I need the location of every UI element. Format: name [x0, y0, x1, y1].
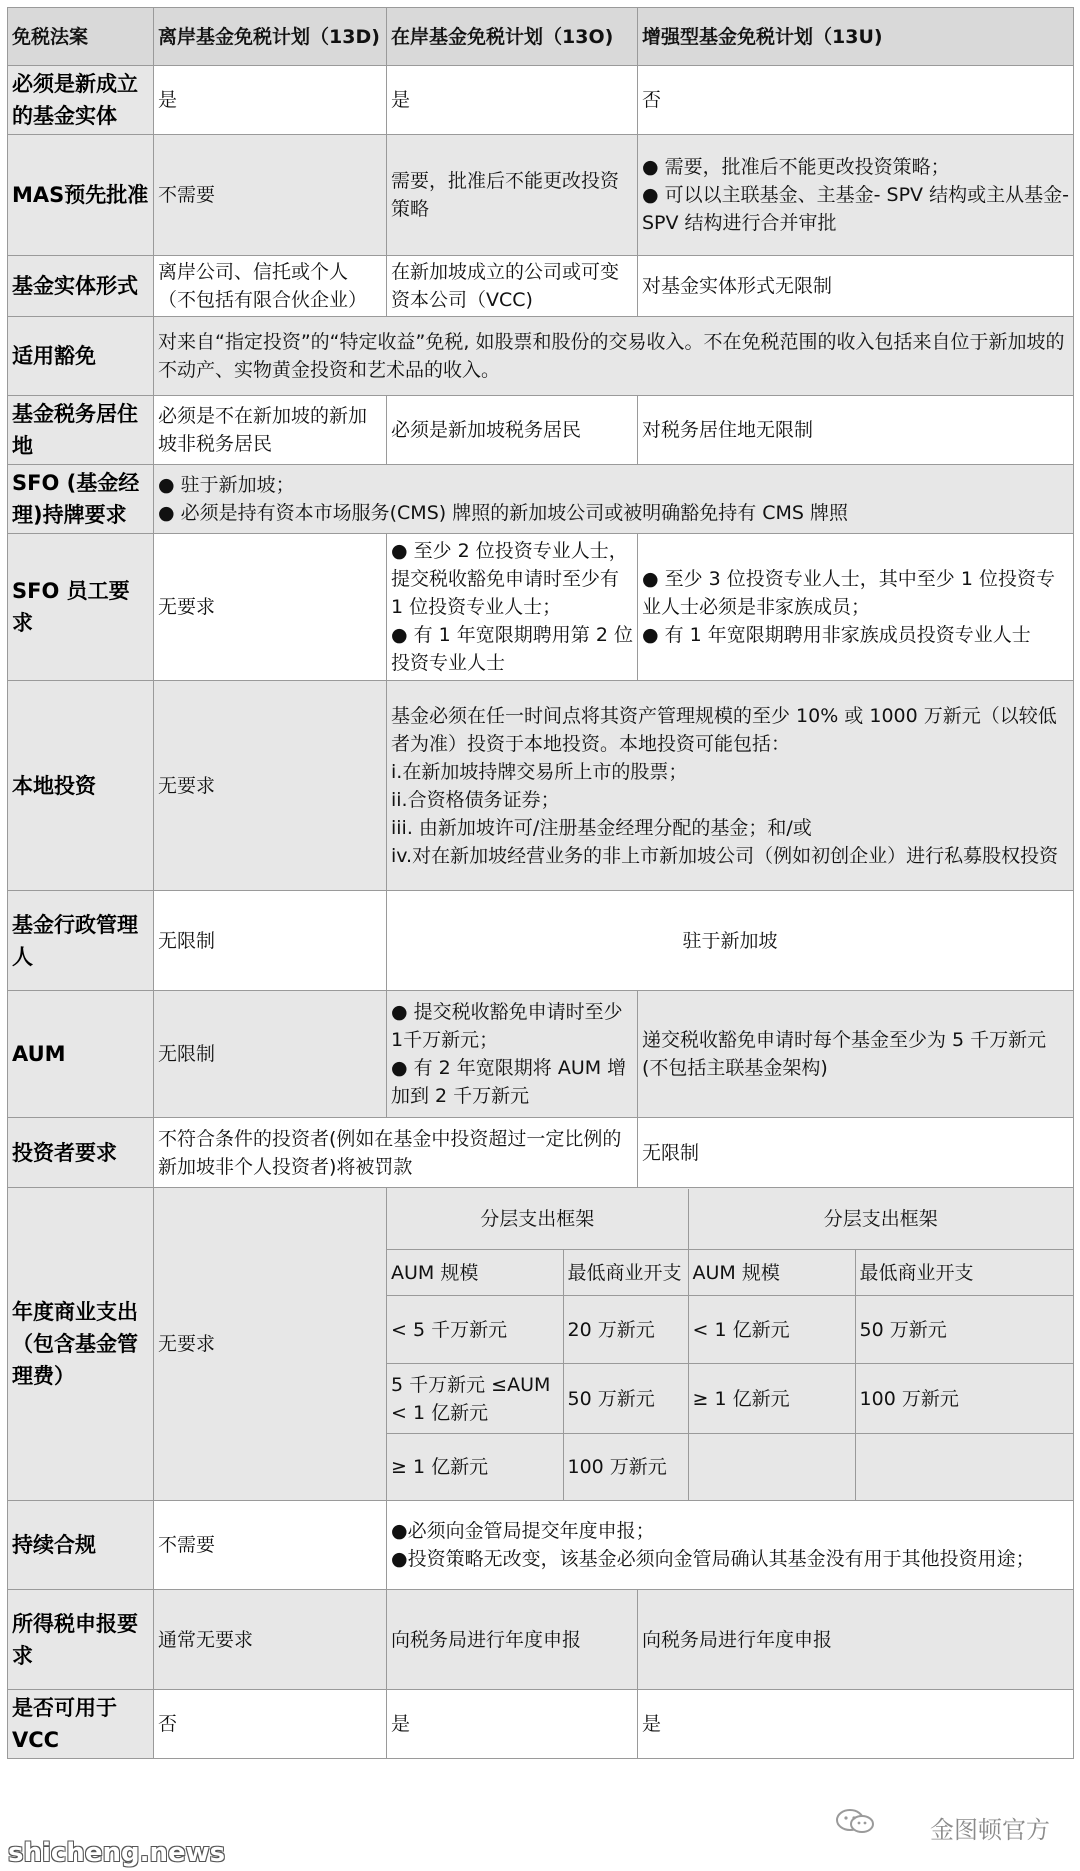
row-label: 年度商业支出（包含基金管理费） [8, 1188, 154, 1501]
cell [387, 681, 1074, 891]
col-header: 最低商业开支 [563, 1250, 688, 1296]
table-row [8, 1188, 1074, 1501]
bullet-line: ● 必须是持有资本市场服务(CMS) 牌照的新加坡公司或被明确豁免持有 CMS 牌照 [158, 502, 849, 524]
watermark-text: 金图顿官方 [930, 1816, 1050, 1844]
cell: 不需要 [154, 1501, 387, 1590]
table-row [8, 135, 1074, 256]
bullet-line: ● 至少 2 位投资专业人士，提交税收豁免申请时至少有 1 位投资专业人士； [391, 540, 628, 618]
cell [154, 465, 1074, 534]
tier-title: 分层支出框架 [688, 1189, 1073, 1250]
text-line: 基金必须在任一时间点将其资产管理规模的至少 10% 或 1000 万新元（以较低者为准）投资于本地投资。本地投资可能包括： [391, 704, 1057, 755]
row-label: 是否可用于VCC [8, 1690, 154, 1759]
text-line: i.在新加坡持牌交易所上市的股票； [391, 760, 688, 783]
cell: 向税务局进行年度申报 [387, 1590, 638, 1690]
cell [387, 1501, 1074, 1590]
header-cell: 离岸基金免税计划（13D) [154, 8, 387, 66]
row-label: 持续合规 [8, 1501, 154, 1590]
cell: 必须是新加坡税务居民 [387, 396, 638, 465]
cell [638, 135, 1074, 256]
tiered-spending-cell [387, 1188, 1074, 1501]
cell: 无限制 [154, 991, 387, 1118]
cell: 离岸公司、信托或个人（不包括有限合伙企业） [154, 256, 387, 317]
cell: 无要求 [154, 534, 387, 681]
row-label: 基金税务居住地 [8, 396, 154, 465]
bullet-line: ● 有 2 年宽限期将 AUM 增加到 2 千万新元 [391, 1057, 627, 1107]
tier-cell: 50 万新元 [563, 1364, 688, 1434]
row-label: 投资者要求 [8, 1118, 154, 1188]
header-cell: 在岸基金免税计划（13O) [387, 8, 638, 66]
text-line: ii.合资格债务证券； [391, 788, 560, 811]
site-watermark: shicheng.news [8, 1838, 226, 1868]
header-cell: 免税法案 [8, 8, 154, 66]
tier-title-row [387, 1189, 1073, 1250]
cell [387, 534, 638, 681]
cell: 需要，批准后不能更改投资策略 [387, 135, 638, 256]
row-label: 所得税申报要求 [8, 1590, 154, 1690]
cell: 驻于新加坡 [387, 891, 1074, 991]
cell: 是 [638, 1690, 1074, 1759]
cell: 是 [387, 1690, 638, 1759]
bullet-line: ● 至少 3 位投资专业人士，其中至少 1 位投资专业人士必须是非家族成员； [642, 568, 1055, 618]
cell [387, 991, 638, 1118]
tier-cell: < 5 千万新元 [387, 1296, 563, 1364]
table-row [8, 396, 1074, 465]
cell: 无要求 [154, 681, 387, 891]
cell: 对来自“指定投资”的“特定收益”免税, 如股票和股份的交易收入。不在免税范围的收入包括来自位于新加坡的不动产、实物黄金投资和艺术品的收入。 [154, 317, 1074, 396]
row-label: MAS预先批准 [8, 135, 154, 256]
col-header: 最低商业开支 [855, 1250, 1073, 1296]
row-label: 基金行政管理人 [8, 891, 154, 991]
tier-cell: 50 万新元 [855, 1296, 1073, 1364]
tier-row [387, 1296, 1073, 1364]
tier-cell: ≥ 1 亿新元 [387, 1434, 563, 1500]
tier-cell: 100 万新元 [855, 1364, 1073, 1434]
tier-header-row [387, 1250, 1073, 1296]
cell [638, 534, 1074, 681]
table-row [8, 891, 1074, 991]
table-row [8, 1501, 1074, 1590]
col-header: AUM 规模 [688, 1250, 855, 1296]
tiered-spending-table [387, 1189, 1073, 1500]
table-row [8, 534, 1074, 681]
cell: 无限制 [154, 891, 387, 991]
bullet-line: ●投资策略无改变，该基金必须向金管局确认其基金没有用于其他投资用途； [391, 1548, 1035, 1570]
text-line: iii. 由新加坡许可/注册基金经理分配的基金；和/或 [391, 816, 812, 839]
tier-title: 分层支出框架 [387, 1189, 688, 1250]
bullet-line: ● 需要，批准后不能更改投资策略； [642, 156, 950, 178]
text-line: iv.对在新加坡经营业务的非上市新加坡公司（例如初创企业）进行私募股权投资 [391, 844, 1059, 867]
cell: 递交税收豁免申请时每个基金至少为 5 千万新元(不包括主联基金架构) [638, 991, 1074, 1118]
table-row [8, 256, 1074, 317]
cell: 通常无要求 [154, 1590, 387, 1690]
tier-cell: < 1 亿新元 [688, 1296, 855, 1364]
table-row [8, 1590, 1074, 1690]
col-header: AUM 规模 [387, 1250, 563, 1296]
row-label: 基金实体形式 [8, 256, 154, 317]
row-label: 本地投资 [8, 681, 154, 891]
tier-cell: 5 千万新元 ≤AUM < 1 亿新元 [387, 1364, 563, 1434]
tier-cell: ≥ 1 亿新元 [688, 1364, 855, 1434]
table-row [8, 991, 1074, 1118]
row-label: 必须是新成立的基金实体 [8, 66, 154, 135]
tier-cell: 20 万新元 [563, 1296, 688, 1364]
header-cell: 增强型基金免税计划（13U) [638, 8, 1074, 66]
tier-cell-empty [688, 1434, 855, 1500]
table-row [8, 66, 1074, 135]
fund-exemption-comparison-table [7, 7, 1074, 1759]
table-row [8, 681, 1074, 891]
bullet-line: ● 可以以主联基金、主基金- SPV 结构或主从基金-SPV 结构进行合并审批 [642, 184, 1069, 234]
row-label: AUM [8, 991, 154, 1118]
cell: 不符合条件的投资者(例如在基金中投资超过一定比例的新加坡非个人投资者)将被罚款 [154, 1118, 638, 1188]
cell: 否 [638, 66, 1074, 135]
cell: 必须是不在新加坡的新加坡非税务居民 [154, 396, 387, 465]
cell: 是 [154, 66, 387, 135]
cell: 无要求 [154, 1188, 387, 1501]
tier-cell-empty [855, 1434, 1073, 1500]
bullet-line: ● 提交税收豁免申请时至少 1千万新元； [391, 1001, 623, 1051]
cell: 对税务居住地无限制 [638, 396, 1074, 465]
cell: 在新加坡成立的公司或可变资本公司（VCC) [387, 256, 638, 317]
row-label: SFO (基金经理)持牌要求 [8, 465, 154, 534]
table-row [8, 317, 1074, 396]
cell: 对基金实体形式无限制 [638, 256, 1074, 317]
tier-row [387, 1434, 1073, 1500]
cell: 向税务局进行年度申报 [638, 1590, 1074, 1690]
header-row [8, 8, 1074, 66]
bullet-line: ● 有 1 年宽限期聘用第 2 位投资专业人士 [391, 624, 633, 674]
bullet-line: ● 驻于新加坡； [158, 474, 295, 496]
wechat-logo-icon [835, 1808, 875, 1834]
tier-row [387, 1364, 1073, 1434]
row-label: SFO 员工要求 [8, 534, 154, 681]
bullet-line: ●必须向金管局提交年度申报； [391, 1520, 655, 1542]
row-label: 适用豁免 [8, 317, 154, 396]
cell: 是 [387, 66, 638, 135]
table-row [8, 465, 1074, 534]
table-row [8, 1690, 1074, 1759]
cell: 无限制 [638, 1118, 1074, 1188]
cell: 否 [154, 1690, 387, 1759]
tier-cell: 100 万新元 [563, 1434, 688, 1500]
bullet-line: ● 有 1 年宽限期聘用非家族成员投资专业人士 [642, 624, 1031, 646]
cell: 不需要 [154, 135, 387, 256]
table-row [8, 1118, 1074, 1188]
